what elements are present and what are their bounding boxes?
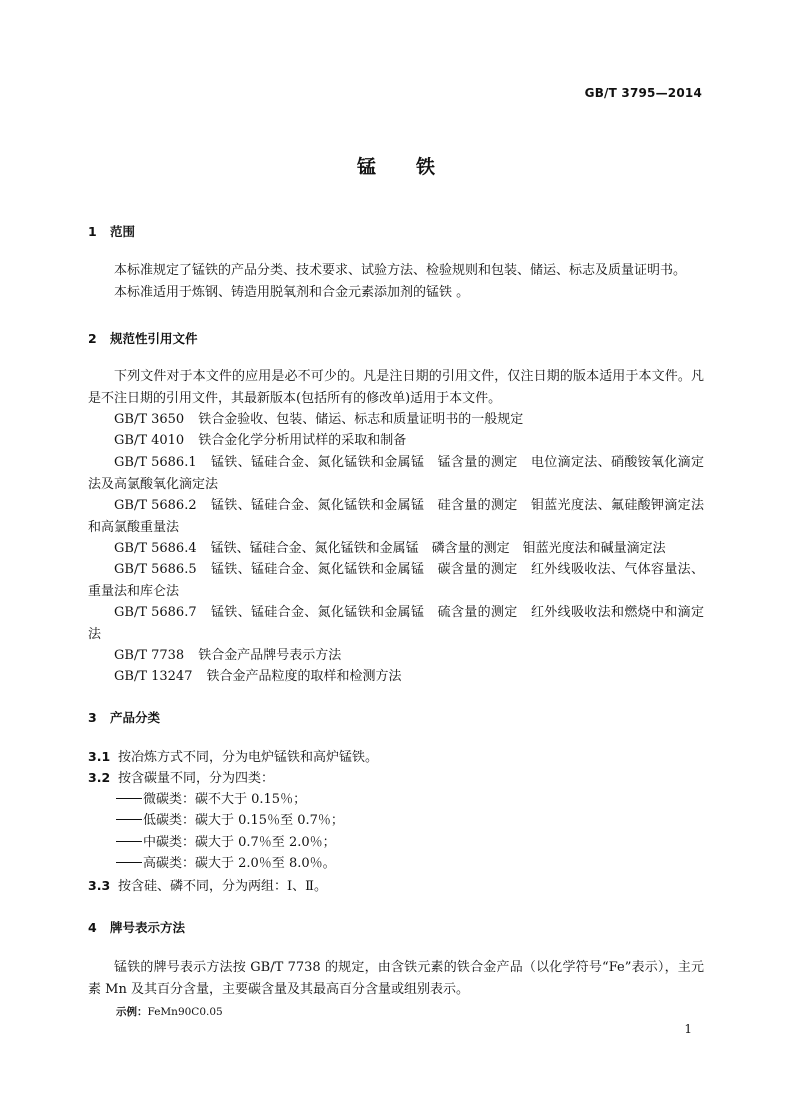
section-number: 3: [88, 710, 97, 725]
clause-3-3: 3.3 按含硅、磷不同，分为两组：Ⅰ、Ⅱ。: [88, 878, 327, 894]
dash-mark: [116, 819, 142, 820]
example-value: FeMn90C0.05: [147, 1006, 223, 1018]
reference-item: GB/T 5686.5 锰铁、锰硅合金、氮化锰铁和金属锰 碳含量的测定 红外线吸收法、气体容量法、重量法和库仑法: [88, 562, 704, 599]
clause-3-2: 3.2 按含碳量不同，分为四类：: [88, 770, 275, 786]
section-2-heading: [88, 329, 198, 347]
example-label: 示例：: [116, 1006, 148, 1018]
scope-paragraph-2: 本标准适用于炼钢、铸造用脱氧剂和合金元素添加剂的锰铁 。: [114, 285, 470, 300]
list-item: 微碳类：碳不大于 0.15％；: [116, 789, 306, 811]
section-4-heading: [88, 918, 185, 936]
references-intro: 下列文件对于本文件的应用是必不可少的。凡是注日期的引用文件，仅注日期的版本适用于本文件。凡是不注日期的引用文件，其最新版本(包括所有的修改单)适用于本文件。: [88, 369, 704, 406]
section-number: 1: [88, 224, 97, 239]
section-number: 2: [88, 331, 97, 346]
list-item: 低碳类：碳大于 0.15％至 0.7％；: [116, 810, 344, 832]
page-number: 1: [684, 1022, 692, 1036]
section-3-heading: [88, 708, 160, 726]
section-title: 产品分类: [110, 710, 161, 725]
reference-item: GB/T 3650 铁合金验收、包装、储运、标志和质量证明书的一般规定: [114, 412, 524, 427]
list-item: 高碳类：碳大于 2.0％至 8.0％。: [116, 853, 336, 875]
section-title: 规范性引用文件: [110, 331, 198, 346]
section-1-heading: [88, 222, 135, 240]
dash-mark: [116, 862, 142, 863]
section-title: 牌号表示方法: [110, 920, 186, 935]
reference-item: GB/T 5686.4 锰铁、锰硅合金、氮化锰铁和金属锰 磷含量的测定 钼蓝光度法和碱量滴定法: [114, 541, 666, 556]
list-item: 中碳类：碳大于 0.7％至 2.0％；: [116, 832, 336, 854]
section-title: 范围: [110, 224, 136, 239]
reference-item: GB/T 5686.7 锰铁、锰硅合金、氮化锰铁和金属锰 硫含量的测定 红外线吸收法和燃烧中和滴定法: [88, 605, 704, 642]
dash-mark: [116, 841, 142, 842]
reference-item: GB/T 5686.1 锰铁、锰硅合金、氮化锰铁和金属锰 锰含量的测定 电位滴定法、硝酸铵氧化滴定法及高氯酸氧化滴定法: [88, 455, 704, 492]
dash-mark: [116, 798, 142, 799]
reference-item: GB/T 4010 铁合金化学分析用试样的采取和制备: [114, 433, 407, 448]
clause-3-1: 3.1 按冶炼方式不同，分为电炉锰铁和高炉锰铁。: [88, 749, 379, 765]
document-title: 锰铁: [356, 156, 475, 178]
designation-paragraph: 锰铁的牌号表示方法按 GB/T 7738 的规定，由含铁元素的铁合金产品（以化学符号“Fe”表示），主元素 Mn 及其百分含量，主要碳含量及其最高百分含量或组别表示。: [88, 960, 704, 997]
reference-item: GB/T 7738 铁合金产品牌号表示方法: [114, 648, 342, 663]
section-number: 4: [88, 920, 97, 935]
reference-item: GB/T 13247 铁合金产品粒度的取样和检测方法: [114, 669, 402, 684]
standard-code: GB/T 3795—2014: [584, 86, 702, 100]
example-line: [116, 1004, 223, 1019]
scope-paragraph-1: 本标准规定了锰铁的产品分类、技术要求、试验方法、检验规则和包装、储运、标志及质量证明书。: [114, 263, 687, 278]
reference-item: GB/T 5686.2 锰铁、锰硅合金、氮化锰铁和金属锰 硅含量的测定 钼蓝光度法、氟硅酸钾滴定法和高氯酸重量法: [88, 498, 704, 535]
